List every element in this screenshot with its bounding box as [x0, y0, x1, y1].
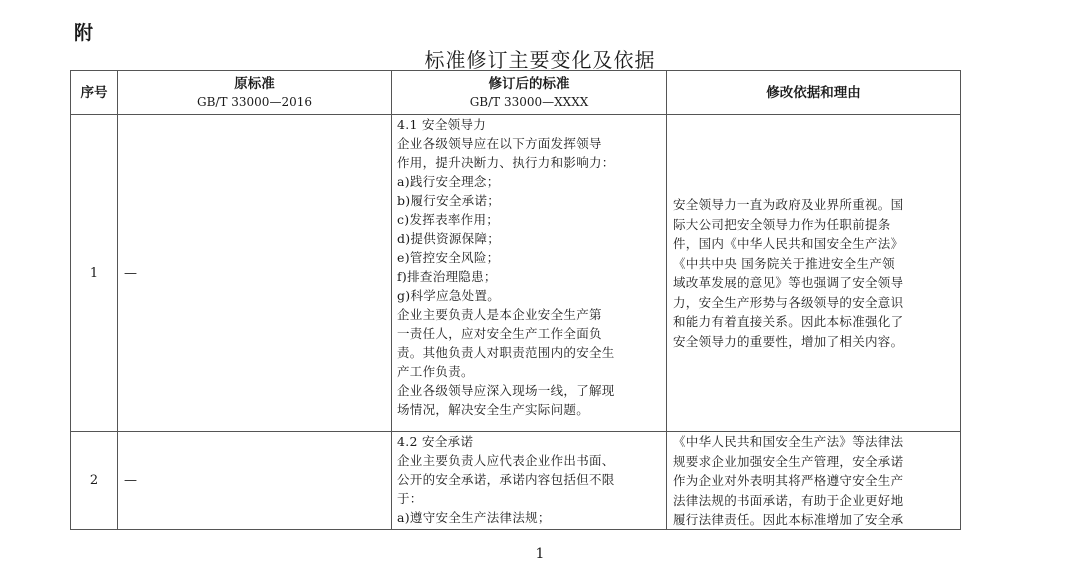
header-revised — [392, 71, 667, 115]
reason-line: 履行法律责任。因此本标准增加了安全承 — [673, 512, 904, 527]
attachment-heading: 附 — [74, 22, 94, 44]
header-reason — [667, 71, 961, 115]
document-title: 标准修订主要变化及依据 — [424, 48, 656, 72]
revised-line: b)履行安全承诺； — [397, 193, 501, 208]
row-number: 1 — [71, 115, 118, 432]
revised-line: 公开的安全承诺，承诺内容包括但不限 — [397, 472, 615, 487]
revised-line: 责。其他负责人对职责范围内的安全生 — [397, 345, 615, 360]
revised-line: a)践行安全理念； — [397, 174, 500, 189]
revised-line: 4.2 安全承诺 — [397, 434, 474, 449]
revised-line: d)提供资源保障； — [397, 231, 501, 246]
reason-line: 和能力有着直接关系。因此本标准强化了 — [673, 314, 904, 329]
header-original-label: 原标准 — [234, 75, 275, 92]
page-number: 1 — [535, 546, 545, 562]
reason-line: 际大公司把安全领导力作为任职前提条 — [673, 216, 891, 232]
reason-line: 安全领导力一直为政府及业界所重视。国 — [673, 197, 904, 212]
revised-line: 企业主要负责人应代表企业作出书面、 — [397, 453, 615, 468]
revised-line: 产工作负责。 — [397, 364, 474, 379]
original-clause: — — [118, 432, 392, 530]
reason-line: 安全领导力的重要性，增加了相关内容。 — [673, 333, 904, 349]
reason-line: 法律法规的书面承诺，有助于企业更好地 — [673, 492, 904, 508]
revised-line: 作用，提升决断力、执行力和影响力： — [397, 155, 615, 170]
reason-line: 《中华人民共和国安全生产法》等法律法 — [673, 434, 904, 449]
revised-line: 企业各级领导应深入现场一线，了解现 — [397, 383, 615, 398]
header-no-label: 序号 — [80, 85, 108, 101]
row-number: 2 — [71, 432, 118, 530]
header-no — [71, 71, 118, 115]
revised-line: a)遵守安全生产法律法规； — [397, 510, 551, 525]
table-row — [71, 432, 961, 530]
reason-line: 域改革发展的意见》等也强调了安全领导 — [673, 275, 904, 290]
revised-line: 企业主要负责人是本企业安全生产第 — [397, 307, 602, 322]
reason-line: 《中共中央 国务院关于推进安全生产领 — [673, 255, 895, 271]
original-clause: — — [118, 115, 392, 432]
table-row — [71, 115, 961, 432]
revised-line: 于： — [397, 491, 423, 506]
revision-reason — [667, 115, 961, 432]
reason-line: 力，安全生产形势与各级领导的安全意识 — [673, 294, 904, 310]
reason-line: 件，国内《中华人民共和国安全生产法》 — [673, 236, 904, 251]
revised-line: 4.1 安全领导力 — [397, 117, 487, 132]
reason-line: 作为企业对外表明其将严格遵守安全生产 — [673, 473, 904, 488]
header-revised-label: 修订后的标准 — [488, 75, 570, 92]
header-reason-label: 修改依据和理由 — [766, 85, 861, 101]
revised-clause — [392, 115, 667, 432]
revised-line: g)科学应急处置。 — [397, 288, 501, 303]
revision-reason — [667, 432, 961, 530]
revised-line: f)排查治理隐患； — [397, 269, 497, 284]
revised-line: c)发挥表率作用； — [397, 212, 500, 227]
header-revised-code: GB/T 33000—XXXX — [469, 94, 589, 109]
header-original-code: GB/T 33000—2016 — [197, 94, 312, 109]
revised-line: e)管控安全风险； — [397, 250, 500, 265]
revised-clause — [392, 432, 667, 530]
revised-line: 场情况，解决安全生产实际问题。 — [397, 402, 590, 417]
revised-line: 一责任人，应对安全生产工作全面负 — [397, 326, 602, 341]
revision-table — [70, 70, 961, 530]
header-original — [118, 71, 392, 115]
revised-line: 企业各级领导应在以下方面发挥领导 — [397, 136, 602, 151]
table-header-row — [71, 71, 961, 115]
reason-line: 规要求企业加强安全生产管理，安全承诺 — [673, 453, 904, 469]
